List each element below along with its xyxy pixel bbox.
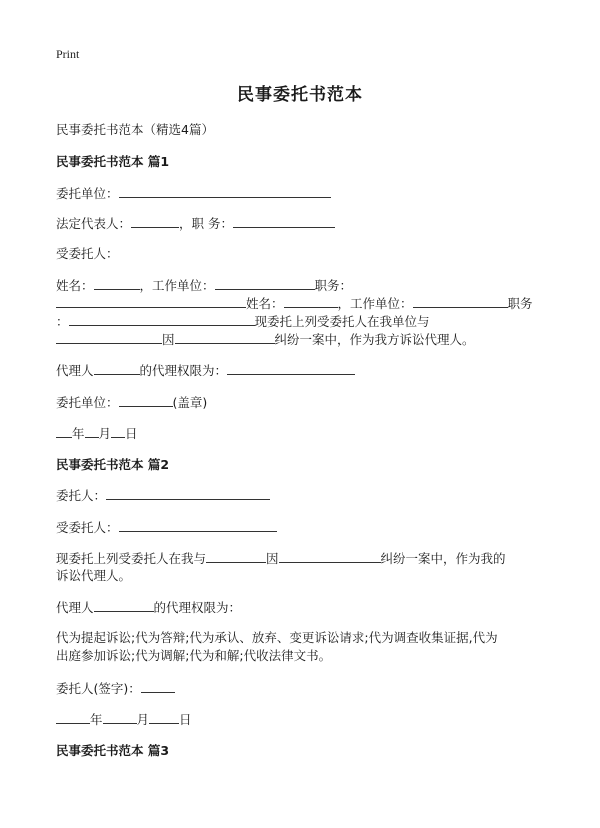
principal-label: 委托人： [56, 488, 107, 503]
principal-blank[interactable] [106, 486, 270, 500]
name-label-2: 姓名： [246, 296, 284, 311]
work-unit-blank[interactable] [215, 276, 315, 290]
agent-heading-row [56, 245, 119, 263]
cause-label-2: 因 [266, 551, 279, 566]
cause-blank-2[interactable] [279, 549, 381, 563]
authority-text-line-2: 出庭参加诉讼;代为调解;代为和解;代收法律文书。 [56, 648, 332, 663]
post-blank[interactable] [56, 294, 246, 308]
date-row-2 [56, 710, 192, 729]
post-blank-2[interactable] [69, 312, 255, 326]
principal-unit-label: 委托单位： [56, 186, 119, 201]
agent-authority-suffix-2: 的代理权限为： [153, 600, 242, 615]
agent-blank-2[interactable] [119, 518, 277, 532]
month-label-2: 月 [136, 712, 150, 727]
work-unit-label: ，工作单位： [139, 278, 215, 293]
name-blank-2[interactable] [284, 294, 338, 308]
section-3-heading: 民事委托书范本 篇3 [56, 743, 170, 758]
agent-details-row-1 [56, 276, 352, 295]
post-label-2: 职务 [507, 296, 533, 311]
signature-row [56, 679, 175, 698]
name-label: 姓名： [56, 278, 94, 293]
name-blank[interactable] [94, 276, 140, 290]
seal-label: 委托单位： [56, 395, 119, 410]
cause-blank[interactable] [175, 330, 275, 344]
legal-rep-row [56, 214, 335, 233]
day-blank[interactable] [111, 424, 125, 438]
entrust-prefix: 现委托上列受委托人在我与 [56, 551, 207, 566]
agent-details-row-2 [56, 294, 533, 313]
position-blank[interactable] [233, 214, 335, 228]
year-blank[interactable] [56, 424, 72, 438]
agent-authority-row [56, 361, 355, 380]
principal-unit-row [56, 184, 331, 203]
seal-blank[interactable] [119, 393, 173, 407]
post-label: 职务： [314, 278, 353, 293]
section-2-heading: 民事委托书范本 篇2 [56, 457, 170, 472]
principal-unit-blank[interactable] [119, 184, 331, 198]
work-unit-blank-2[interactable] [413, 294, 508, 308]
print-link[interactable]: Print [56, 47, 80, 61]
year-label-2: 年 [90, 712, 103, 727]
signature-label: 委托人(签字)： [56, 681, 141, 696]
document-subtitle: 民事委托书范本（精选4篇） [56, 122, 214, 137]
work-unit-label-2: ，工作单位： [337, 296, 413, 311]
agent-row-2 [56, 518, 277, 537]
agent-authority-prefix-2: 代理人 [56, 600, 94, 615]
dispute-row [56, 330, 475, 349]
position-label: ，职 务： [179, 216, 233, 231]
opponent-blank-2[interactable] [206, 549, 266, 563]
agent-authority-suffix: 的代理权限为： [139, 363, 228, 378]
cause-label: 因 [162, 332, 175, 347]
day-blank-2[interactable] [149, 710, 179, 724]
signature-blank[interactable] [141, 679, 175, 693]
legal-rep-label: 法定代表人： [56, 216, 132, 231]
agent-label-2: 受委托人： [56, 520, 119, 535]
page-title: 民事委托书范本 [237, 85, 363, 105]
opponent-blank[interactable] [56, 330, 162, 344]
seal-suffix: (盖章) [172, 395, 208, 410]
entrust-row-2 [56, 549, 506, 568]
year-label: 年 [72, 426, 85, 441]
section-1-heading: 民事委托书范本 篇1 [56, 154, 170, 169]
principal-row [56, 486, 270, 505]
authority-blank[interactable] [227, 361, 355, 375]
authority-text-line-1: 代为提起诉讼;代为答辩;代为承认、放弃、变更诉讼请求;代为调查收集证据,代为 [56, 630, 498, 645]
month-blank-2[interactable] [103, 710, 137, 724]
dispute-text: 纠纷一案中，作为我方诉讼代理人。 [274, 332, 475, 347]
seal-row [56, 393, 207, 412]
agent-name-blank[interactable] [94, 361, 140, 375]
agent-label: 受委托人： [56, 246, 119, 261]
agent-authority-prefix: 代理人 [56, 363, 94, 378]
colon: ： [56, 314, 69, 329]
month-blank[interactable] [85, 424, 99, 438]
agent-authority-row-2 [56, 598, 241, 617]
agent-details-row-3 [56, 312, 430, 331]
entrust-text: 现委托上列受委托人在我单位与 [254, 314, 430, 329]
dispute-suffix: 纠纷一案中，作为我的 [380, 551, 506, 566]
legal-rep-blank[interactable] [131, 214, 179, 228]
date-row-1 [56, 424, 138, 443]
day-label-2: 日 [179, 712, 192, 727]
dispute-line-2 [56, 567, 131, 585]
month-label: 月 [98, 426, 112, 441]
day-label: 日 [125, 426, 138, 441]
agent-name-blank-2[interactable] [94, 598, 154, 612]
dispute-line-2-text: 诉讼代理人。 [56, 568, 132, 583]
year-blank-2[interactable] [56, 710, 90, 724]
